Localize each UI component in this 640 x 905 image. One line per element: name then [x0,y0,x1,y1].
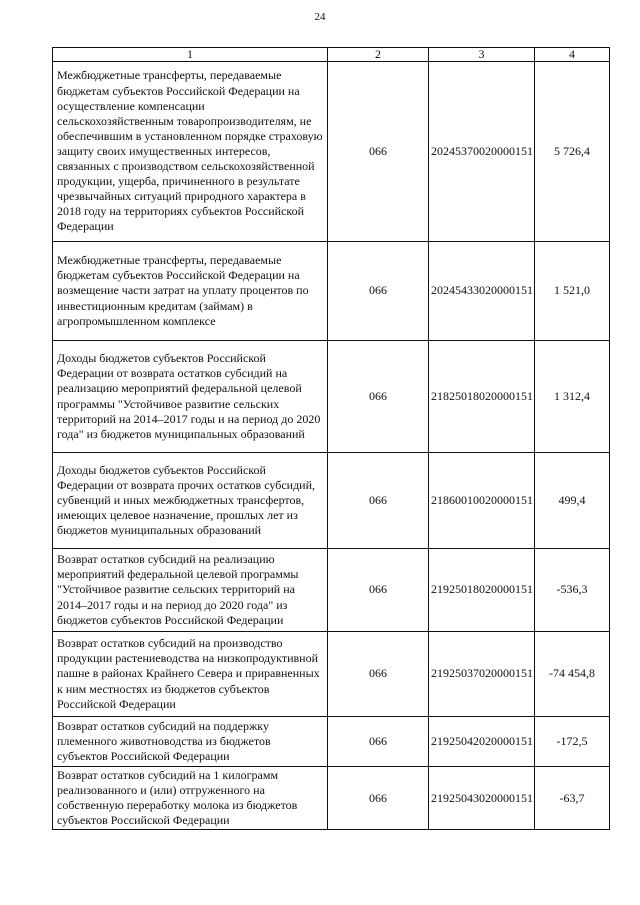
row-budget-code: 21925043020000151 [429,767,535,830]
table-row [53,62,610,242]
table-row [53,767,610,830]
row-budget-code: 20245433020000151 [429,242,535,341]
row-description: Возврат остатков субсидий на реализацию мероприятий федеральной целевой программы "Устойчивое развитие сельских территорий на 2014–2017 годы и на период до 2020 года" из бюджетов субъектов Российской Федерации [53,549,328,632]
row-description: Доходы бюджетов субъектов Российской Федерации от возврата прочих остатков субсидий, субвенций и иных межбюджетных трансфертов, имеющих целевое назначение, прошлых лет из бюджетов муниципальных образований [53,453,328,549]
row-amount: 5 726,4 [535,62,610,242]
table-row [53,632,610,717]
column-header-4: 4 [535,48,610,62]
column-header-2: 2 [328,48,429,62]
table-row [53,549,610,632]
row-admin-code: 066 [328,62,429,242]
table-row [53,717,610,767]
row-description: Межбюджетные трансферты, передаваемые бюджетам субъектов Российской Федерации на возмещение части затрат на уплату процентов по инвестиционным кредитам (займам) в агропромышленном комплексе [53,242,328,341]
row-budget-code: 21825018020000151 [429,341,535,453]
row-admin-code: 066 [328,549,429,632]
row-amount: 1 312,4 [535,341,610,453]
row-budget-code: 21860010020000151 [429,453,535,549]
row-description: Возврат остатков субсидий на 1 килограмм реализованного и (или) отгруженного на собственную переработку молока из бюджетов субъектов Российской Федерации [53,767,328,830]
row-amount: -63,7 [535,767,610,830]
row-description: Межбюджетные трансферты, передаваемые бюджетам субъектов Российской Федерации на осуществление компенсации сельскохозяйственным товаропроизводителям, не обеспечившим в установленном порядке страховую защиту своих имущественных интересов, связанных с производством сельскохозяйственной продукции, ущерба, причиненного в результате чрезвычайных ситуаций природного характера в 2018 году на территориях субъектов Российской Федерации [53,62,328,242]
row-description: Возврат остатков субсидий на поддержку племенного животноводства из бюджетов субъектов Российской Федерации [53,717,328,767]
column-header-3: 3 [429,48,535,62]
row-description: Доходы бюджетов субъектов Российской Федерации от возврата остатков субсидий на реализацию мероприятий федеральной целевой программы "Устойчивое развитие сельских территорий на 2014–2017 годы и на период до 2020 года" из бюджетов муниципальных образований [53,341,328,453]
table-row [53,341,610,453]
budget-revenue-table [52,47,610,830]
row-budget-code: 21925018020000151 [429,549,535,632]
row-budget-code: 20245370020000151 [429,62,535,242]
row-admin-code: 066 [328,632,429,717]
row-budget-code: 21925042020000151 [429,717,535,767]
row-amount: -74 454,8 [535,632,610,717]
table-row [53,453,610,549]
row-budget-code: 21925037020000151 [429,632,535,717]
row-admin-code: 066 [328,717,429,767]
row-amount: -172,5 [535,717,610,767]
page-number: 24 [314,11,326,23]
row-admin-code: 066 [328,341,429,453]
column-header-1: 1 [53,48,328,62]
table-header-row [53,48,610,62]
row-amount: -536,3 [535,549,610,632]
row-amount: 499,4 [535,453,610,549]
table-row [53,242,610,341]
row-admin-code: 066 [328,767,429,830]
row-description: Возврат остатков субсидий на производство продукции растениеводства на низкопродуктивной пашне в районах Крайнего Севера и приравненных к ним местностях из бюджетов субъектов Российской Федерации [53,632,328,717]
row-admin-code: 066 [328,453,429,549]
row-amount: 1 521,0 [535,242,610,341]
row-admin-code: 066 [328,242,429,341]
